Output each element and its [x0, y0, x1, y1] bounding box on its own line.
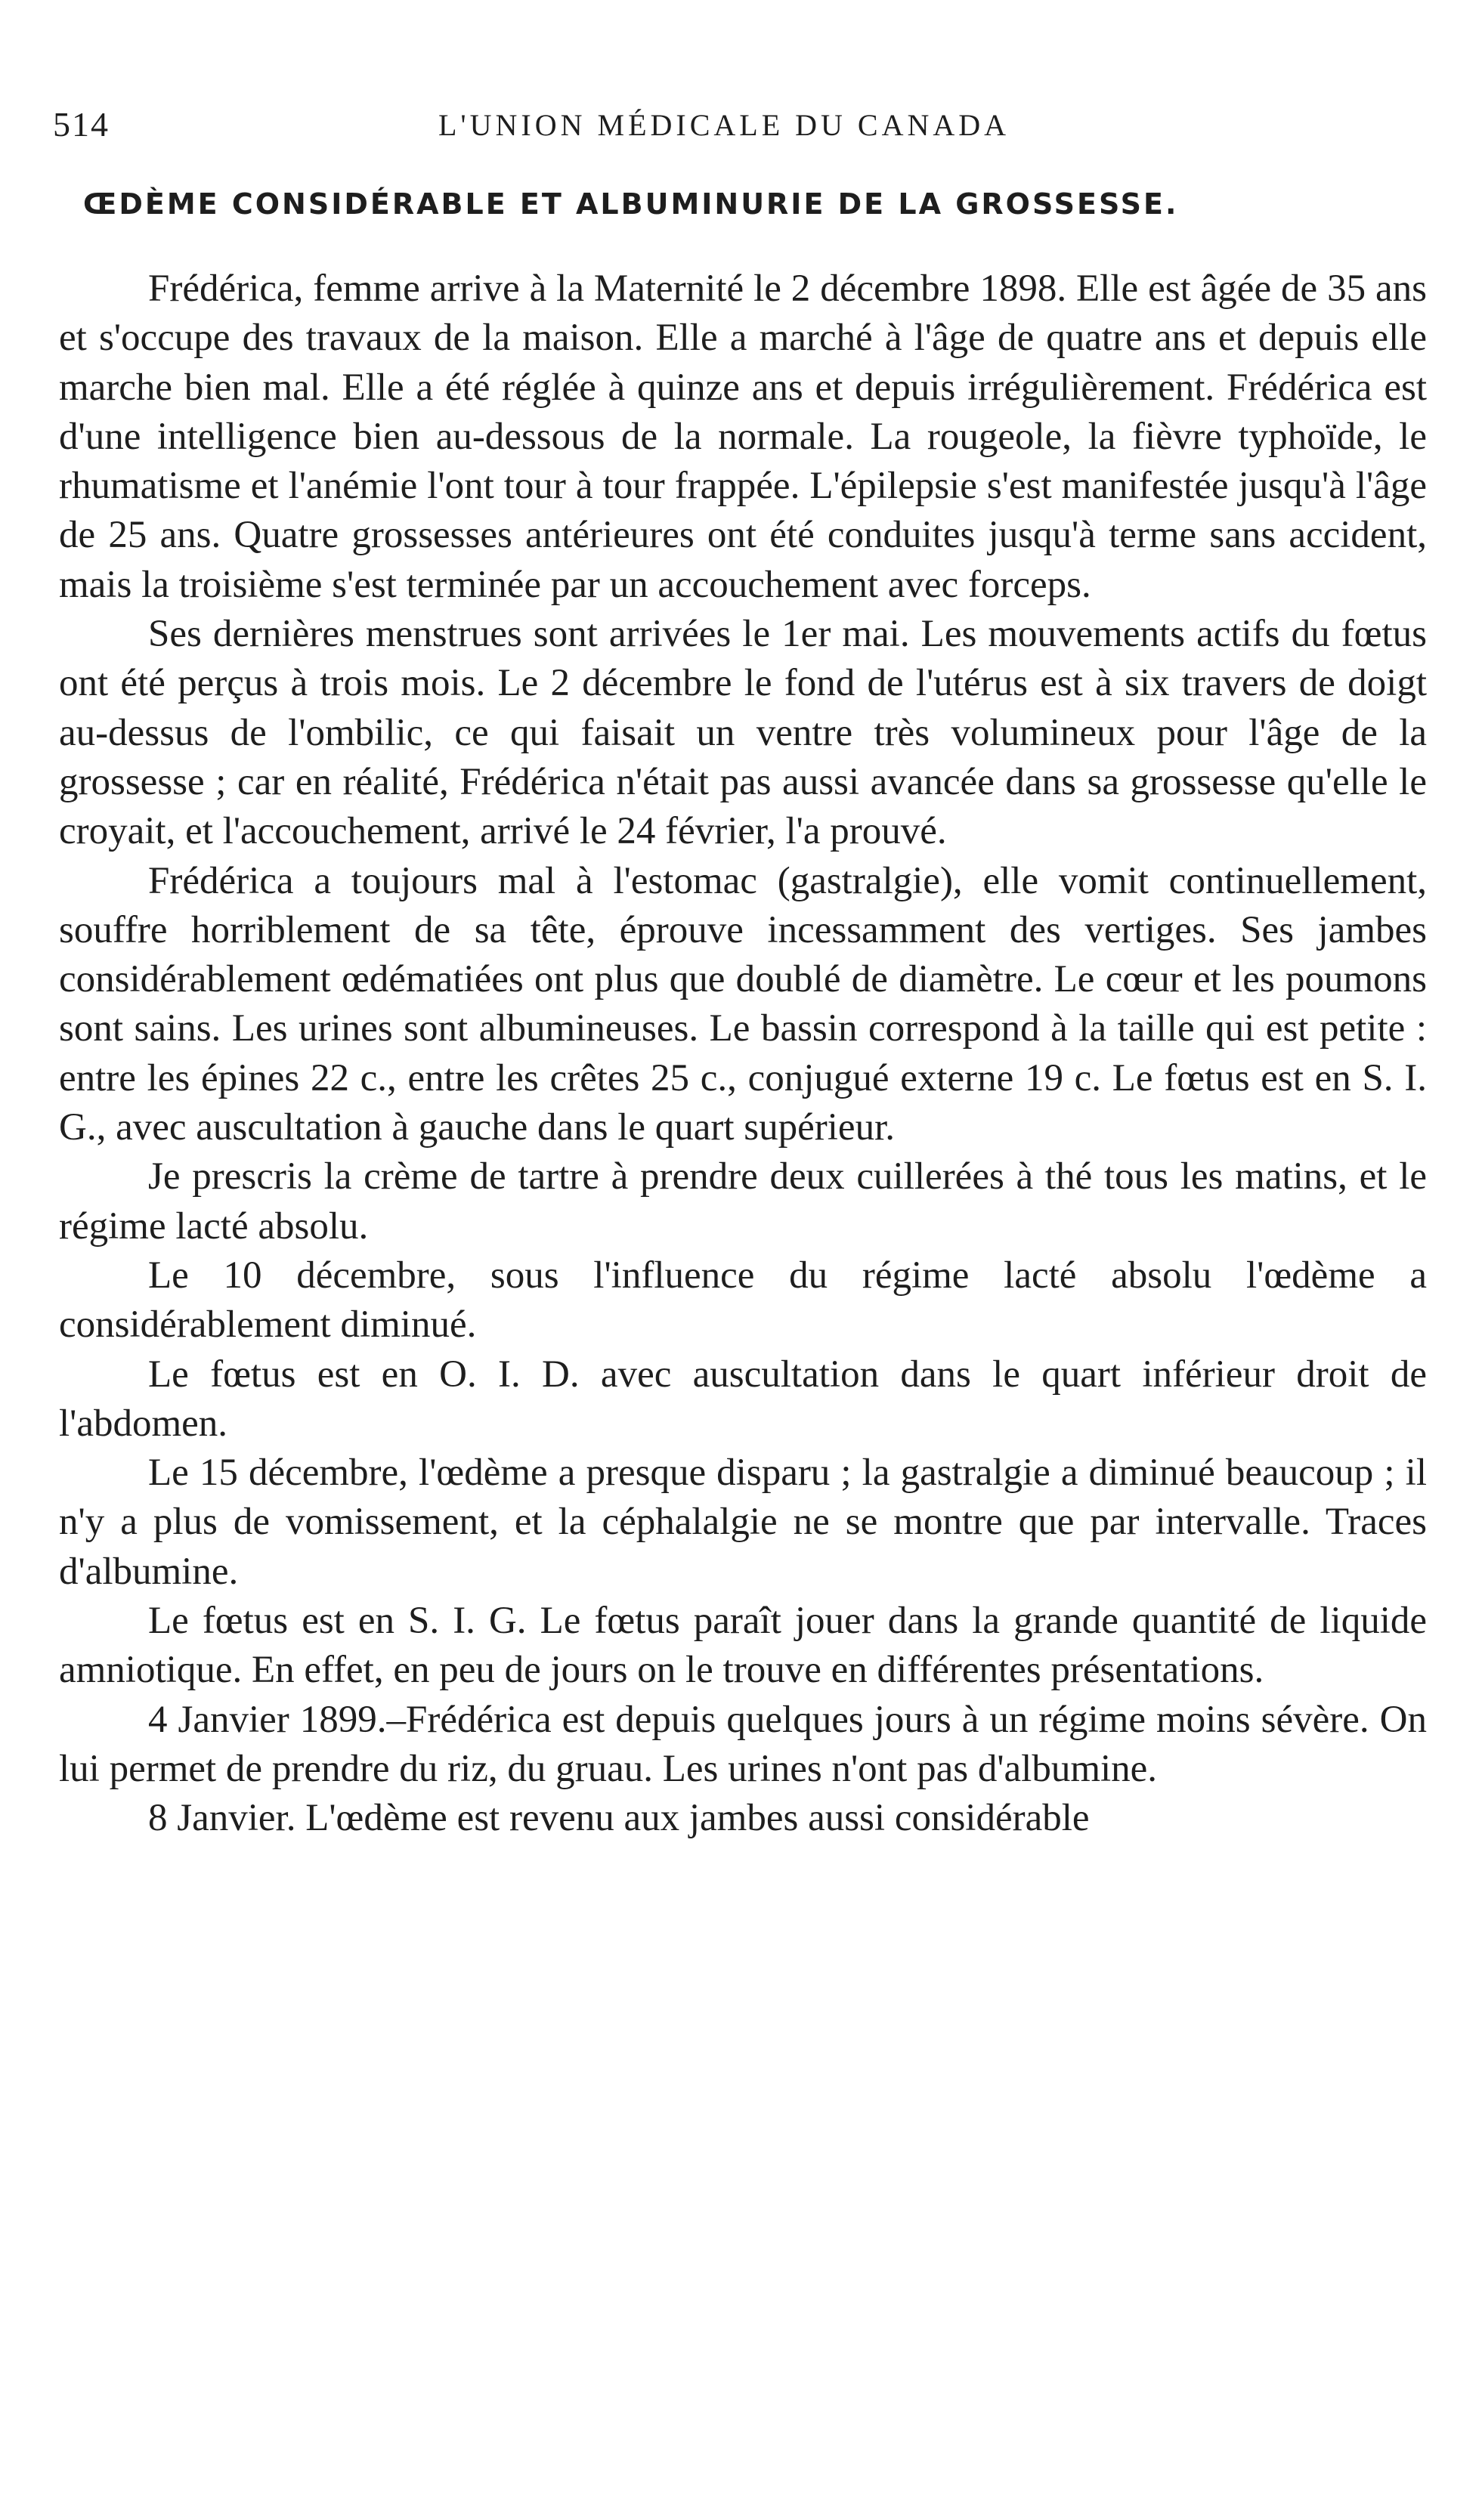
paragraph: Le fœtus est en O. I. D. avec auscultation dans le quart inférieur droit de l'abdomen.	[59, 1353, 1427, 1445]
paragraph: Le 15 décembre, l'œdème a presque disparu ; la gastralgie a diminué beaucoup ; il n'y a plus de vomissement, et la céphalalgie ne se montre que par intervalle. Traces d'albumine.	[59, 1452, 1427, 1593]
page-number: 514	[53, 105, 110, 144]
paragraph: Ses dernières menstrues sont arrivées le 1er mai. Les mouvements actifs du fœtus ont été perçus à trois mois. Le 2 décembre le fond de l'utérus est à six travers de doigt au-dessus de l'ombilic, ce qui faisait un ventre très volumineux pour l'âge de la grossesse ; car en réalité, Frédérica n'était pas aussi avancée dans sa grossesse qu'elle le croyait, et l'accouchement, arrivé le 24 février, l'a prouvé.	[59, 613, 1427, 853]
paragraph: Le 10 décembre, sous l'influence du régime lacté absolu l'œdème a considérablement diminué.	[59, 1254, 1427, 1347]
article-title: ŒDÈME CONSIDÉRABLE ET ALBUMINURIE DE LA GROSSESSE.	[83, 187, 1179, 221]
article-body	[59, 264, 1427, 1844]
paragraph: Frédérica, femme arrive à la Maternité le 2 décembre 1898. Elle est âgée de 35 ans et s'occupe des travaux de la maison. Elle a marché à l'âge de quatre ans et depuis elle marche bien mal. Elle a été réglée à quinze ans et depuis irrégulièrement. Frédérica est d'une intelligence bien au-dessous de la normale. La rougeole, la fièvre typhoïde, le rhumatisme et l'anémie l'ont tour à tour frappée. L'épilepsie s'est manifestée jusqu'à l'âge de 25 ans. Quatre grossesses antérieures ont été conduites jusqu'à terme sans accident, mais la troisième s'est terminée par un accouchement avec forceps.	[59, 267, 1427, 606]
page-header	[53, 104, 1428, 150]
paragraph: 4 Janvier 1899.–Frédérica est depuis quelques jours à un régime moins sévère. On lui permet de prendre du riz, du gruau. Les urines n'ont pas d'albumine.	[59, 1698, 1427, 1790]
paragraph: 8 Janvier. L'œdème est revenu aux jambes aussi considérable	[148, 1797, 1090, 1840]
paragraph: Frédérica a toujours mal à l'estomac (gastralgie), elle vomit continuellement, souffre horriblement de sa tête, éprouve incessamment des vertiges. Ses jambes considérablement œdématiées ont plus que doublé de diamètre. Le cœur et les poumons sont sains. Les urines sont albumineuses. Le bassin correspond à la taille qui est petite : entre les épines 22 c., entre les crêtes 25 c., conjugué externe 19 c. Le fœtus est en S. I. G., avec auscultation à gauche dans le quart supérieur.	[59, 859, 1427, 1149]
running-title: L'UNION MÉDICALE DU CANADA	[438, 108, 1010, 142]
paragraph: Le fœtus est en S. I. G. Le fœtus paraît jouer dans la grande quantité de liquide amniotique. En effet, en peu de jours on le trouve en différentes présentations.	[59, 1600, 1427, 1692]
paragraph: Je prescris la crème de tartre à prendre deux cuillerées à thé tous les matins, et le régime lacté absolu.	[59, 1155, 1427, 1248]
